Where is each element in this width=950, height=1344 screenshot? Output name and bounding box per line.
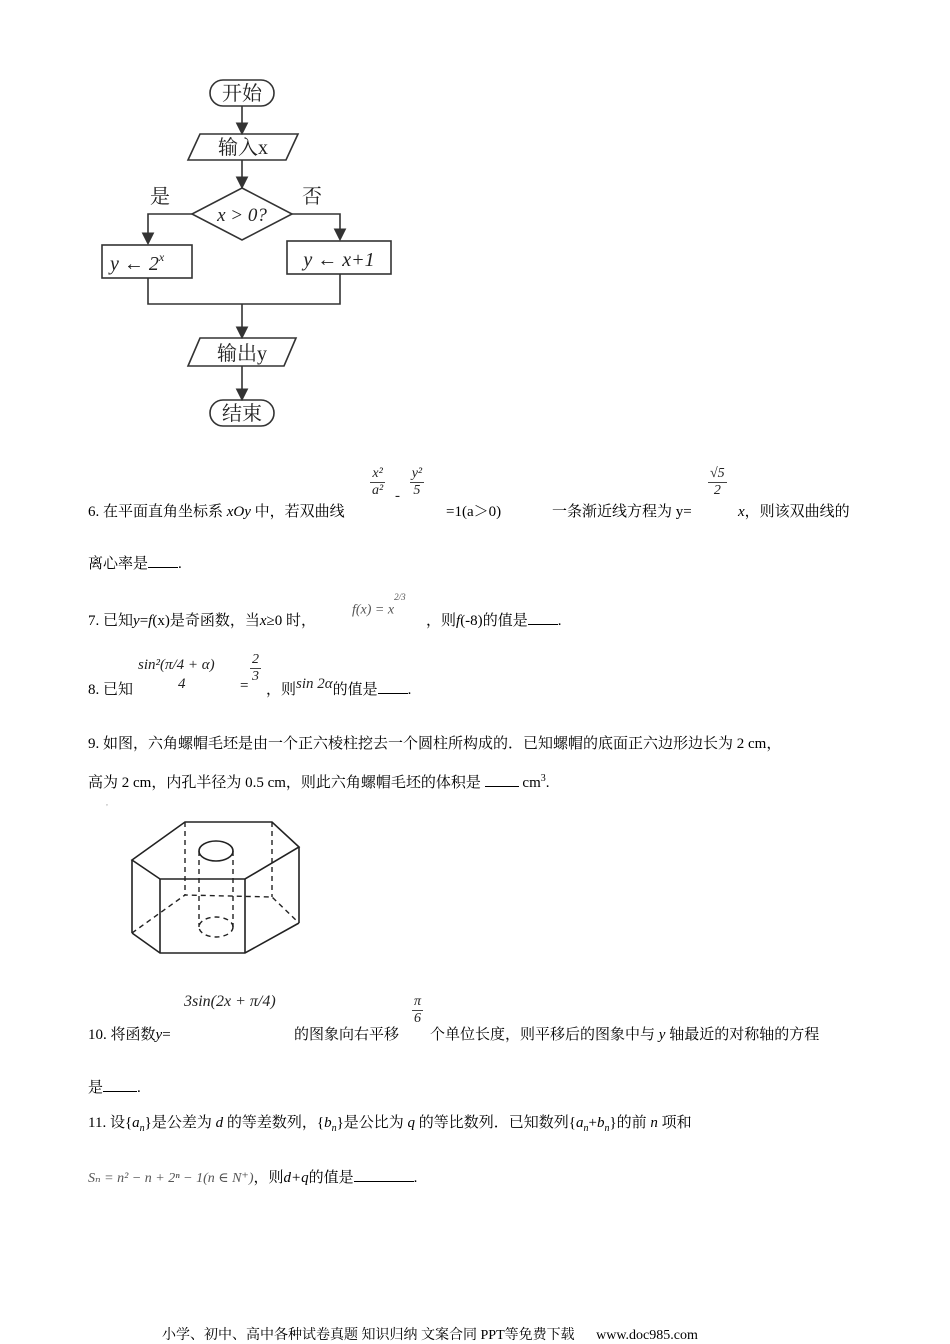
question-10-line2: 是 . [88, 1080, 141, 1096]
q10-formula: 3sin(2x + π/4) [184, 993, 276, 1010]
q7-formula: $f(x) = x^{2/3}$ [352, 592, 406, 618]
q8-eq: = [240, 678, 249, 694]
flowchart-output-label: 输出y [217, 343, 267, 365]
q7-answer-blank[interactable] [528, 612, 558, 625]
flowchart-yes-label: 是 [150, 186, 170, 208]
footer-url[interactable]: www.doc985.com [596, 1328, 698, 1343]
question-8: 8. 已知 [88, 682, 134, 698]
question-7: 7. 已知y=f(x)是奇函数，当x≥0 时， [88, 613, 316, 629]
question-6-line2: 离心率是 . [88, 556, 182, 572]
flowchart-condition-label: x > 0? [217, 205, 267, 226]
question-11-line1: 11. 设$\{a_n\}$是公差为 d 的等差数列，$\{b_n\}$是公比为 q 的等比数列．已知数列$\{a_n+b_n\}$的前 n 项和 [88, 1115, 692, 1134]
q10-tail: 个单位长度，则平移后的图象中与 y 轴最近的对称轴的方程 [430, 1027, 820, 1043]
flowchart-no-label: 否 [302, 186, 322, 208]
q7-tail: ，则f(-8)的值是 . [426, 613, 562, 629]
q6-minus: - [394, 487, 400, 504]
q8-formula: sin²(π/4 + α) [138, 657, 215, 673]
q10-answer-blank[interactable] [103, 1079, 137, 1092]
flowchart-input-label: 输入x [218, 137, 268, 159]
q9-answer-blank[interactable] [485, 774, 519, 787]
q6-tail: x，则该双曲线的 [738, 504, 850, 520]
footer [162, 1324, 698, 1344]
q6-asymptote-text: 一条渐近线方程为 y= [552, 504, 692, 520]
footer-text: 小学、初中、高中各种试卷真题 知识归纳 文案合同 PPT等免费下载 [162, 1328, 575, 1343]
q8-tail: ，则sin 2α的值是 . [266, 676, 412, 698]
q8-value: $\frac{2}{3}$ [252, 652, 259, 684]
q8-answer-blank[interactable] [378, 681, 408, 694]
q8-formula-den: 4 [178, 676, 186, 692]
question-10-line1: 10. 将函数y= [88, 1027, 171, 1043]
flowchart-end-label: 结束 [222, 403, 262, 425]
q6-answer-blank[interactable] [148, 555, 178, 568]
q10-shift: $\frac{\pi}{6}$ [414, 994, 422, 1026]
flowchart-branch-no-label: y ← x+1 [303, 249, 375, 271]
q6-frac1: $\frac{\text{x²}}{\text{a²}}$ [372, 466, 384, 498]
flowchart-start-label: 开始 [222, 83, 262, 105]
question-11-line2: Sₙ = n² − n + 2ⁿ − 1(n ∈ N⁺)，则d+q的值是 . [88, 1170, 418, 1186]
flowchart-branch-yes-label: y ← 2$^x$ [110, 250, 165, 275]
question-9-line1: 9. 如图，六角螺帽毛坯是由一个正六棱柱挖去一个圆柱所构成的．已知螺帽的底面正六边形边长为 2 cm， [88, 736, 782, 752]
question-6-line1: 6. 在平面直角坐标系 xOy 中，若双曲线 [88, 504, 345, 520]
q6-frac3: $\frac{√5}{2}$ [710, 466, 725, 498]
flowchart [90, 70, 410, 440]
q11-answer-blank[interactable] [354, 1169, 414, 1182]
q6-frac2: $\frac{\text{y²}}{5}$ [411, 466, 423, 498]
q10-mid: 的图象向右平移 [294, 1027, 400, 1043]
q6-equation-tail: =1(a＞0) [446, 504, 502, 520]
q6-top-fractions [370, 466, 424, 504]
hex-nut-figure [125, 815, 310, 965]
question-9-line2: 高为 2 cm，内孔半径为 0.5 cm，则此六角螺帽毛坯的体积是 $cm^3$. [88, 773, 550, 791]
figure-mark: , [106, 798, 108, 807]
